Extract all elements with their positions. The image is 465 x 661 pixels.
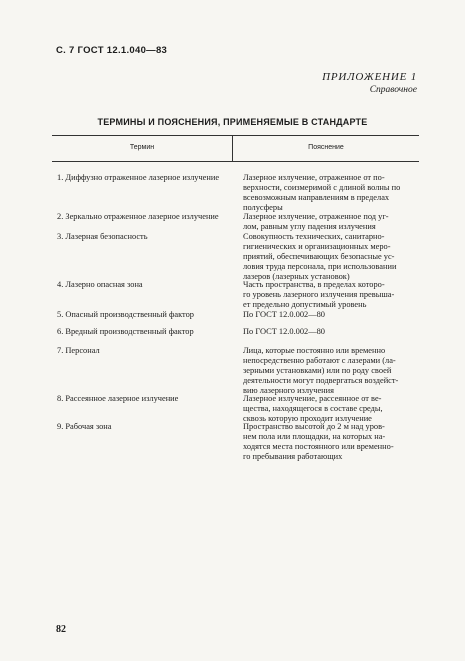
table-row-term: 2. Зеркально отраженное лазерное излучение [57, 212, 219, 221]
section-title: ТЕРМИНЫ И ПОЯСНЕНИЯ, ПРИМЕНЯЕМЫЕ В СТАНДАРТЕ [97, 117, 368, 127]
table-top-rule [52, 135, 419, 136]
table-row-term: 9. Рабочая зона [57, 422, 112, 431]
table-row-explanation [243, 310, 414, 320]
appendix-title: ПРИЛОЖЕНИЕ 1 [322, 71, 417, 83]
explanation-line: зерными установками) или по роду своей [243, 366, 392, 375]
column-header-term: Термин [129, 144, 155, 151]
explanation-line: го уровень лазерного излучения превыша- [243, 290, 395, 299]
table-row-explanation [243, 173, 414, 213]
explanation-line: гигиенических и организационных меро- [243, 242, 391, 251]
table-row-term: 7. Персонал [57, 346, 100, 355]
running-header: С. 7 ГОСТ 12.1.040—83 [56, 45, 168, 56]
explanation-line: По ГОСТ 12.0.002—80 [243, 327, 325, 336]
appendix-label [322, 71, 417, 97]
table-row-explanation [243, 422, 414, 462]
explanation-line: Лазерное излучение, отраженное под уг- [243, 212, 389, 221]
table-row-term: 6. Вредный производственный фактор [57, 327, 194, 336]
explanation-line: Лазерное излучение, отраженное от по- [243, 173, 385, 182]
explanation-line: По ГОСТ 12.0.002—80 [243, 310, 325, 319]
explanation-line: деятельности могут подвергаться воздейст- [243, 376, 399, 385]
explanation-line: нем пола или площадки, на которых на- [243, 432, 386, 441]
explanation-line: всевозможным направлениям в пределах [243, 193, 390, 202]
table-row-term: 4. Лазерно опасная зона [57, 280, 143, 289]
table-row-explanation [243, 327, 414, 337]
table-row-explanation [243, 232, 414, 282]
explanation-line: ловия труда персонала, при использовании [243, 262, 397, 271]
table-header-rule [52, 161, 419, 162]
page-number: 82 [56, 624, 66, 635]
table-row-explanation [243, 280, 414, 310]
explanation-line: Лазерное излучение, рассеянное от ве- [243, 394, 382, 403]
explanation-line: сквозь которую проходит излучение [243, 414, 372, 423]
explanation-line: Пространство высотой до 2 м над уров- [243, 422, 385, 431]
table-row-explanation [243, 394, 414, 424]
explanation-line: Совокупность технических, санитарно- [243, 232, 385, 241]
explanation-line: лазеров (лазерных установок) [243, 272, 350, 281]
table-row-term: 8. Рассеянное лазерное излучение [57, 394, 179, 403]
table-row-term: 3. Лазерная безопасность [57, 232, 148, 241]
explanation-line: верхности, соизмеримой с длиной волны по [243, 183, 401, 192]
table-row-term: 5. Опасный производственный фактор [57, 310, 194, 319]
explanation-line: полусферы [243, 203, 283, 212]
explanation-line: щества, находящегося в составе среды, [243, 404, 383, 413]
explanation-line: лом, равным углу падения излучения [243, 222, 376, 231]
table-row-term: 1. Диффузно отраженное лазерное излучение [57, 173, 220, 182]
explanation-line: Лица, которые постоянно или временно [243, 346, 386, 355]
explanation-line: ет предельно допустимый уровень [243, 300, 367, 309]
appendix-note: Справочное [369, 85, 417, 95]
explanation-line: Часть пространства, в пределах которо- [243, 280, 385, 289]
explanation-line: ходятся места постоянного или временно- [243, 442, 394, 451]
explanation-line: приятий, обеспечивающих безопасные ус- [243, 252, 395, 261]
table-row-explanation [243, 346, 414, 396]
table-row-explanation [243, 212, 414, 232]
column-header-explanation: Пояснение [308, 144, 344, 151]
explanation-line: непосредственно работают с лазерами (ла- [243, 356, 396, 365]
explanation-line: го пребывания работающих [243, 452, 343, 461]
explanation-line: вию лазерного излучения [243, 386, 334, 395]
